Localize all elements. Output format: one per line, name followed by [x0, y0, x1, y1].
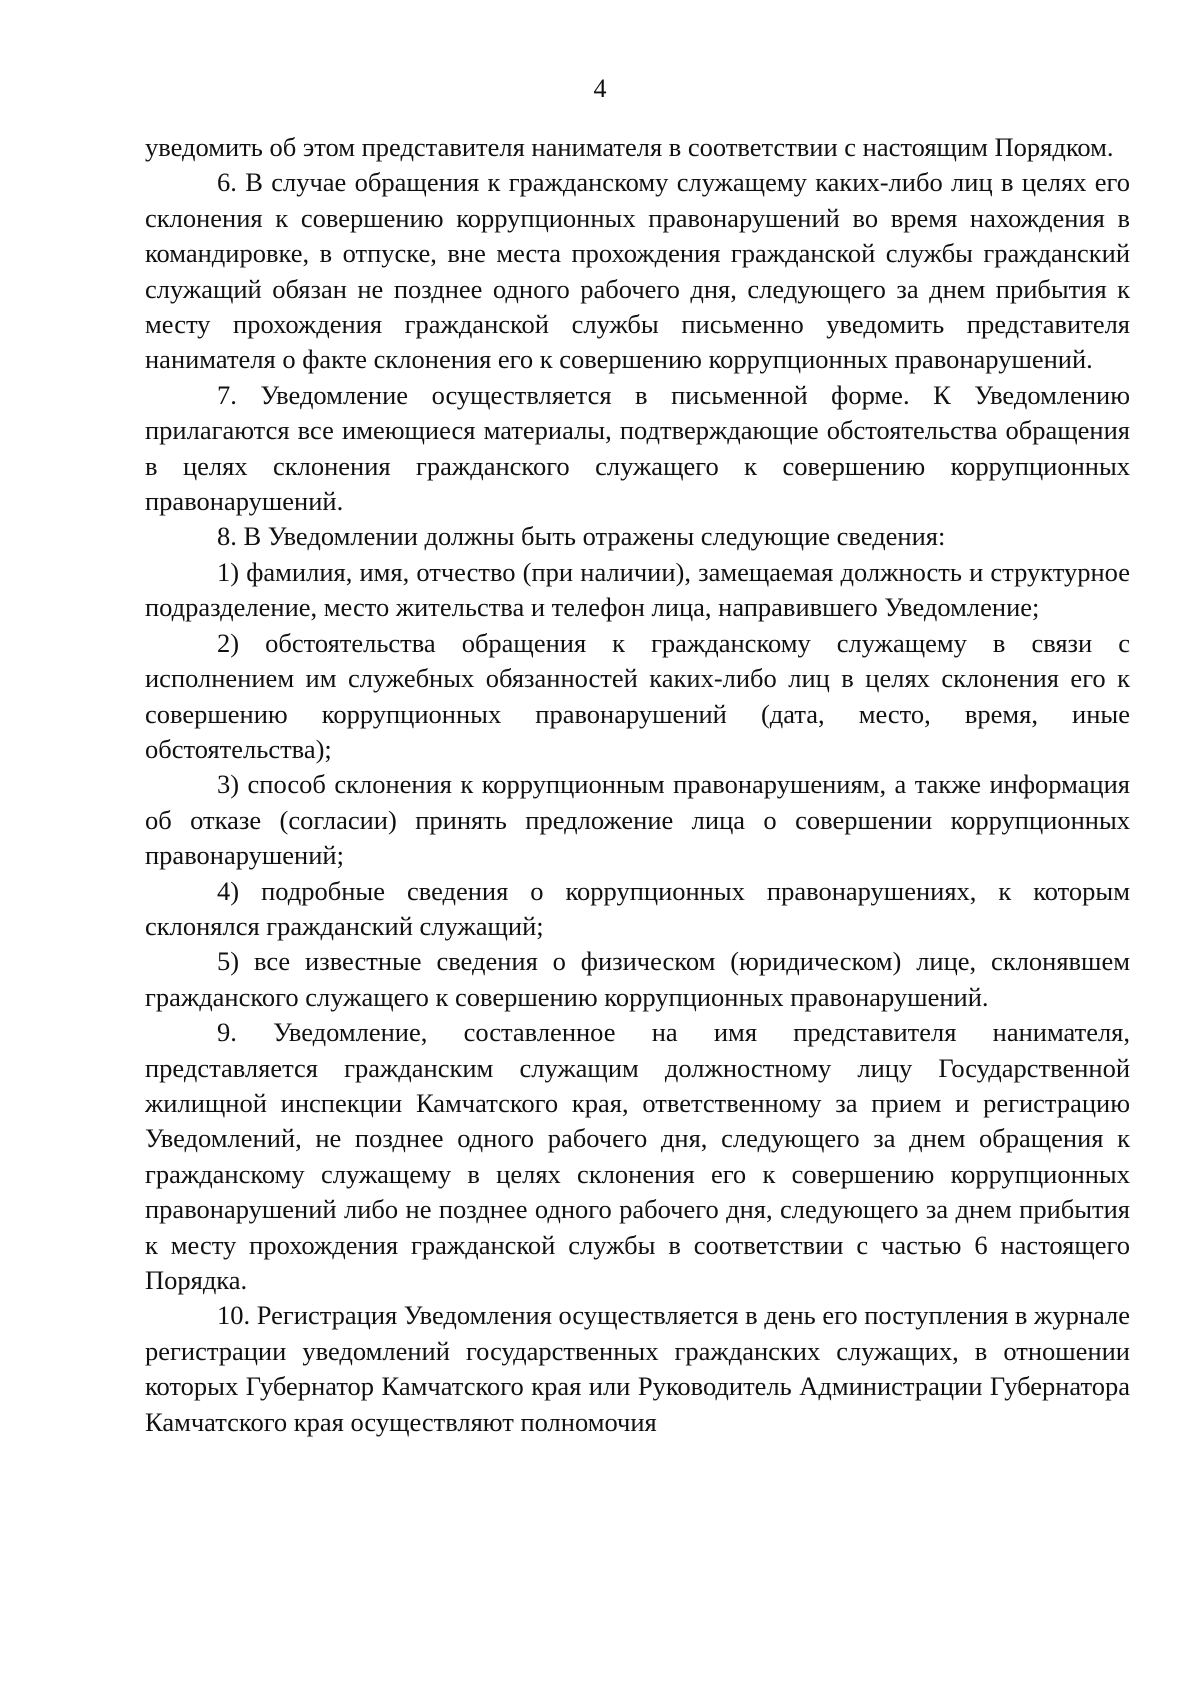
paragraph-6: 6. В случае обращения к гражданскому служащему каких-либо лиц в целях его склонения к совершению коррупционных правонарушений во время нахождения в командировке, в отпуске, вне места прохождения гражданской службы гражданский служащий обязан не позднее одного рабочего дня, следующего за днем прибытия к месту прохождения гражданской службы письменно уведомить представителя нанимателя о факте склонения его к совершению коррупционных правонарушений. — [145, 167, 1130, 375]
page-number: 4 — [593, 74, 607, 103]
list-item-3: 3) способ склонения к коррупционным правонарушениям, а также информация об отказе (согласии) принять предложение лица о совершении коррупционных правонарушений; — [145, 769, 1130, 871]
paragraph-continuation: уведомить об этом представителя нанимателя в соответствии с настоящим Порядком. — [145, 132, 1114, 162]
paragraph-8: 8. В Уведомлении должны быть отражены следующие сведения: — [217, 521, 946, 552]
list-item-4: 4) подробные сведения о коррупционных правонарушениях, к которым склонялся гражданский служащий; — [145, 875, 1130, 941]
paragraph-9: 9. Уведомление, составленное на имя представителя нанимателя, представляется гражданским служащим должностному лицу Государственной жилищной инспекции Камчатского края, ответственному за прием и регистрацию Уведомлений, не позднее одного рабочего дня, следующего за днем обращения к гражданскому служащему в целях склонения его к совершению коррупционных правонарушений либо не позднее одного рабочего дня, следующего за днем прибытия к месту прохождения гражданской службы в соответствии с частью 6 настоящего Порядка. — [145, 1017, 1130, 1295]
list-item-1: 1) фамилия, имя, отчество (при наличии), замещаемая должность и структурное подразделение, место жительства и телефон лица, направившего Уведомление; — [145, 556, 1130, 623]
paragraph-7: 7. Уведомление осуществляется в письменной форме. К Уведомлению прилагаются все имеющиеся материалы, подтверждающие обстоятельства обращения в целях склонения гражданского служащего к совершению коррупционных правонарушений. — [145, 379, 1130, 517]
list-item-2: 2) обстоятельства обращения к гражданскому служащему в связи с исполнением им служебных обязанностей каких-либо лиц в целях склонения его к совершению коррупционных правонарушений (дата, место, время, иные обстоятельства); — [145, 627, 1130, 764]
document-body — [145, 130, 1130, 1440]
list-item-5: 5) все известные сведения о физическом (юридическом) лице, склонявшем гражданского служащего к совершению коррупционных правонарушений. — [145, 946, 1130, 1012]
paragraph-10: 10. Регистрация Уведомления осуществляется в день его поступления в журнале регистрации уведомлений государственных гражданских служащих, в отношении которых Губернатор Камчатского края или Руководитель Администрации Губернатора Камчатского края осуществляют полномочия — [145, 1300, 1130, 1437]
